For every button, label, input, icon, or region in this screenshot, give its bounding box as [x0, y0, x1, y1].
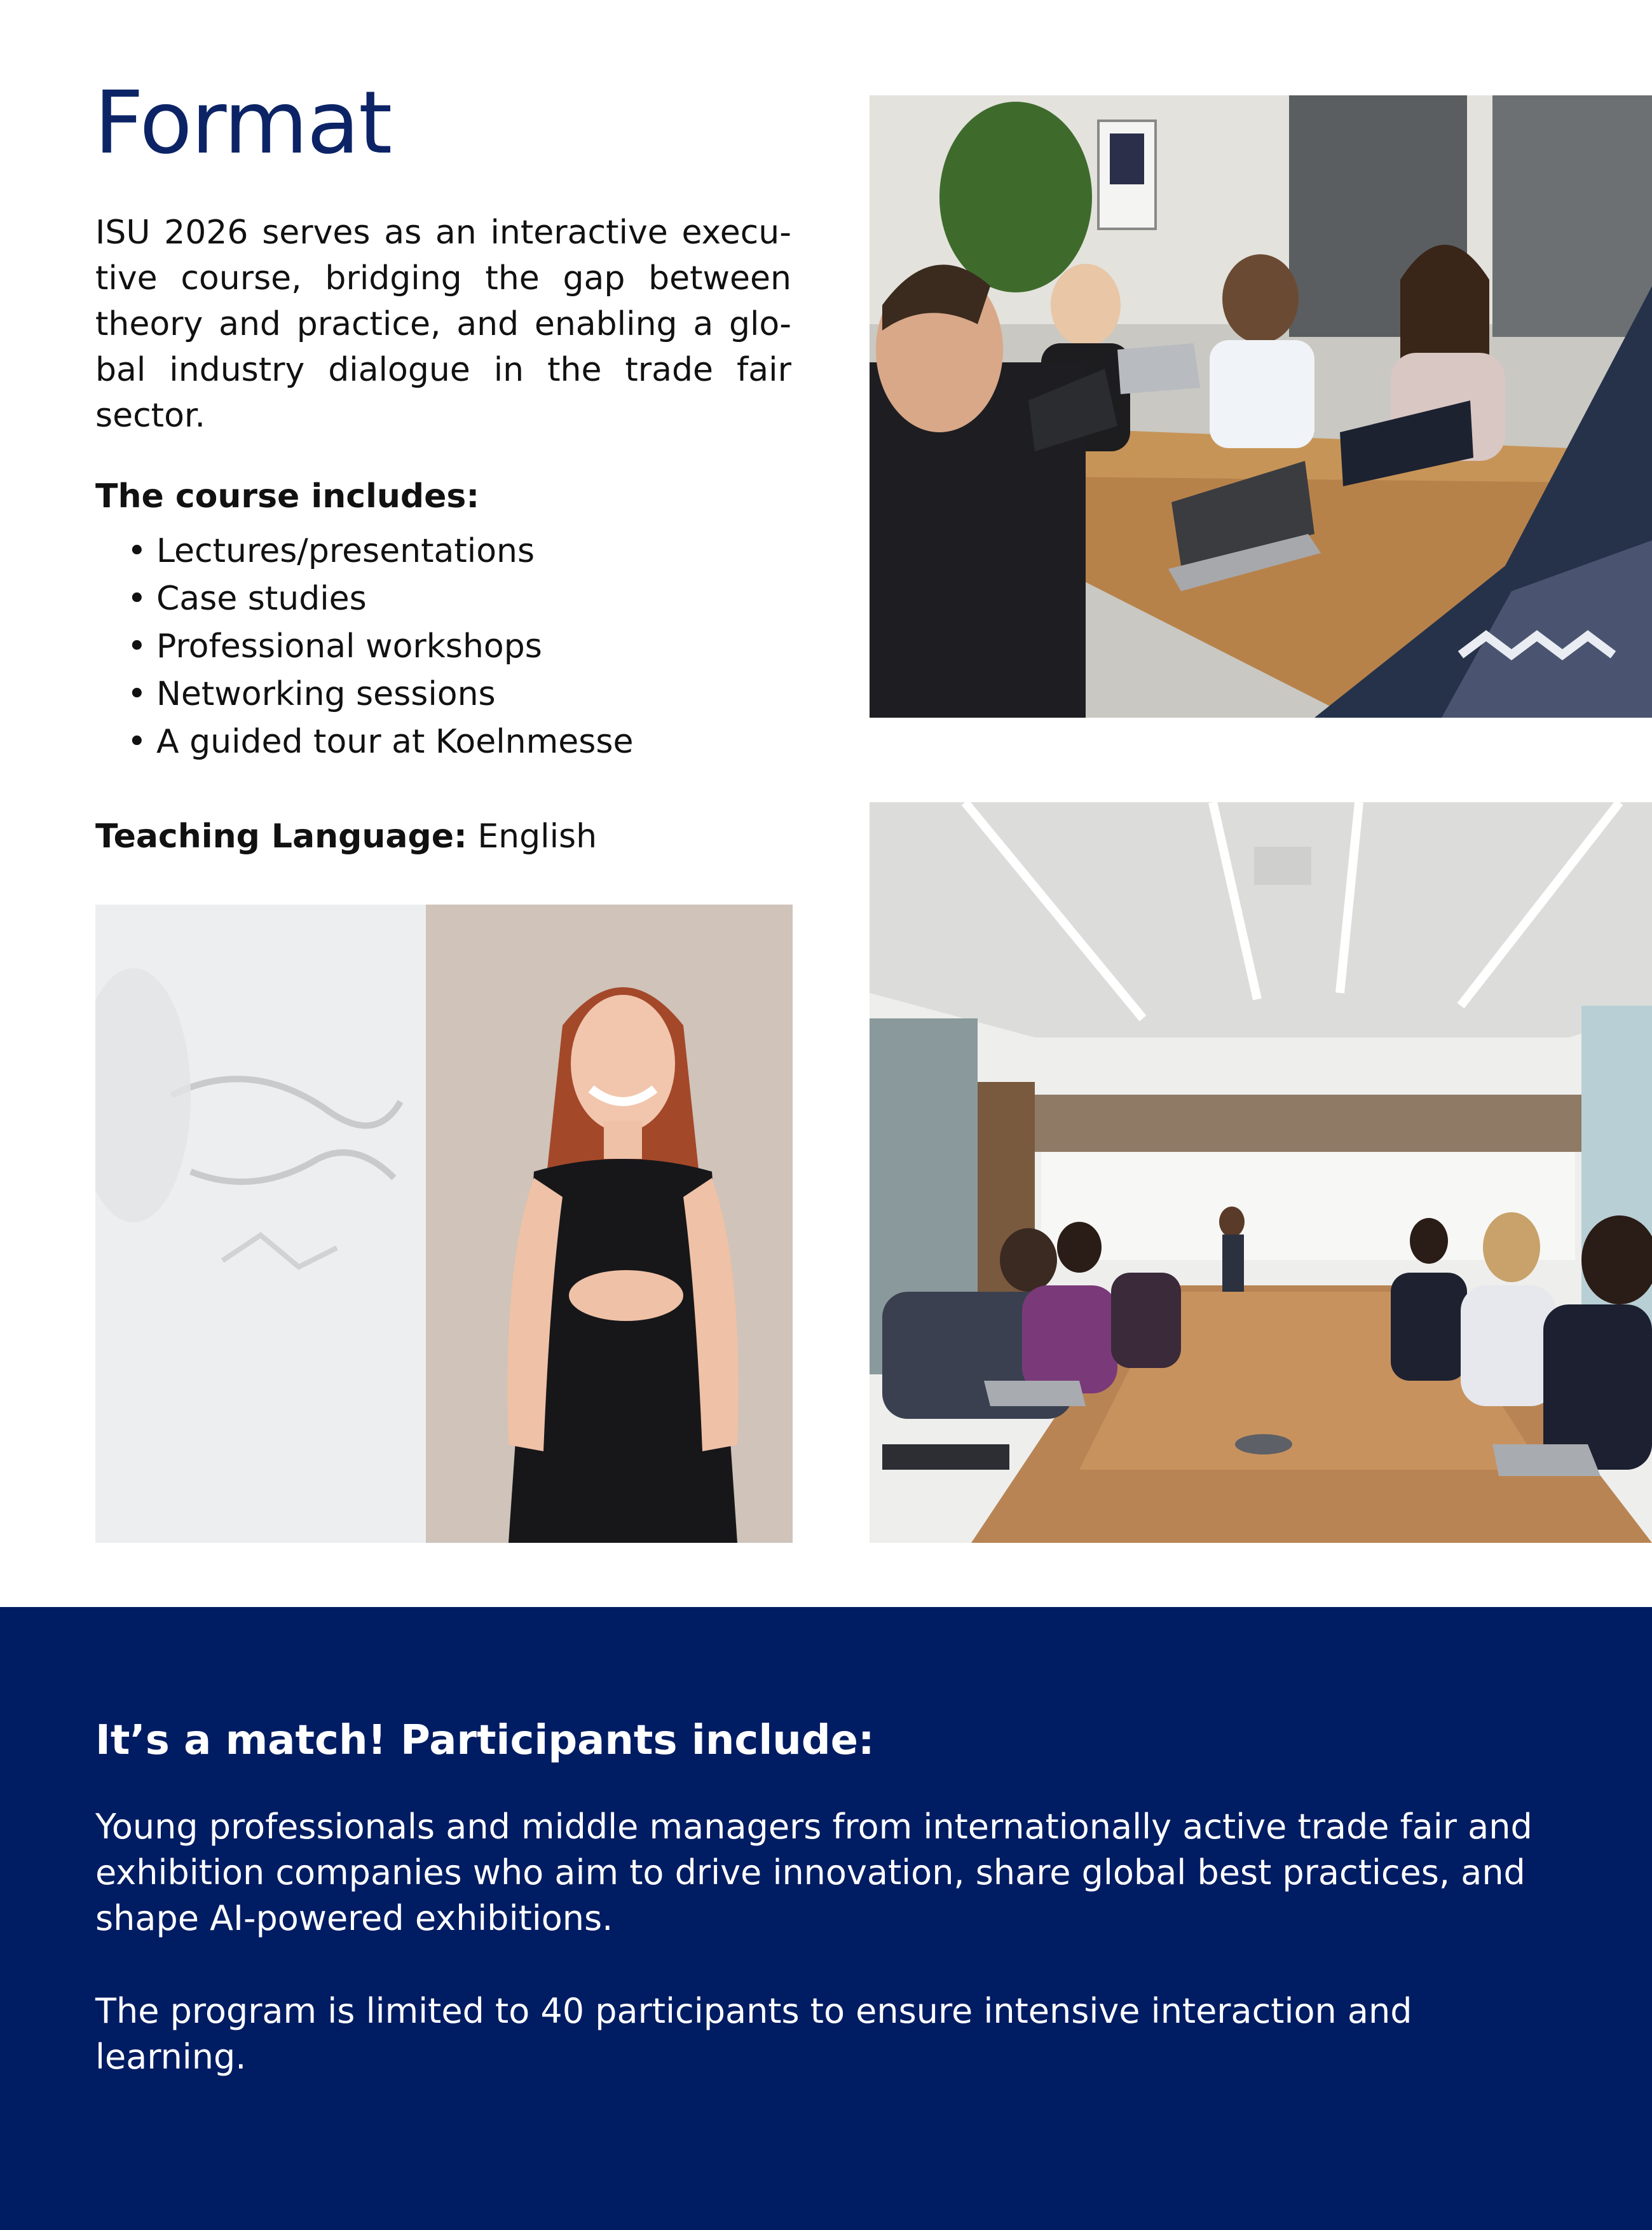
page-title: Format	[94, 73, 392, 174]
participants-limit: The program is limited to 40 participants to ensure intensive interaction and learning.	[95, 1991, 1412, 2077]
course-item: • Case studies	[95, 575, 633, 623]
bullet-icon: •	[127, 532, 147, 570]
course-includes-heading: The course includes:	[95, 477, 480, 516]
course-item: • Networking sessions	[95, 671, 633, 718]
participants-section	[0, 1607, 1652, 2230]
bullet-icon: •	[127, 675, 147, 713]
teaching-language	[95, 814, 597, 859]
participants-description: Young professionals and middle managers from internationally active trade fair and exhibition companies who aim to drive innovation, share global best practices, and shape AI-powered exhibitions.	[95, 1807, 1533, 1938]
course-items-list	[95, 528, 633, 766]
team-meeting-photo	[870, 95, 1652, 718]
course-item: • Lectures/presentations	[95, 528, 633, 575]
intro-paragraph: ISU 2026 serves as an interactive executive course, bridging the gap between theory and practice, and enabling a global industry dialogue in the trade fair sector.	[95, 214, 791, 435]
teaching-language-value: English	[467, 817, 597, 856]
bullet-icon: •	[127, 723, 147, 761]
participants-heading: It’s a match! Participants include:	[95, 1717, 875, 1764]
course-item: • Professional workshops	[95, 623, 633, 671]
course-item: • A guided tour at Koelnmesse	[95, 718, 633, 766]
bullet-icon: •	[127, 580, 147, 618]
bullet-icon: •	[127, 627, 147, 666]
presenter-photo	[95, 905, 793, 1543]
boardroom-photo	[870, 802, 1652, 1543]
teaching-language-label: Teaching Language:	[95, 817, 467, 856]
